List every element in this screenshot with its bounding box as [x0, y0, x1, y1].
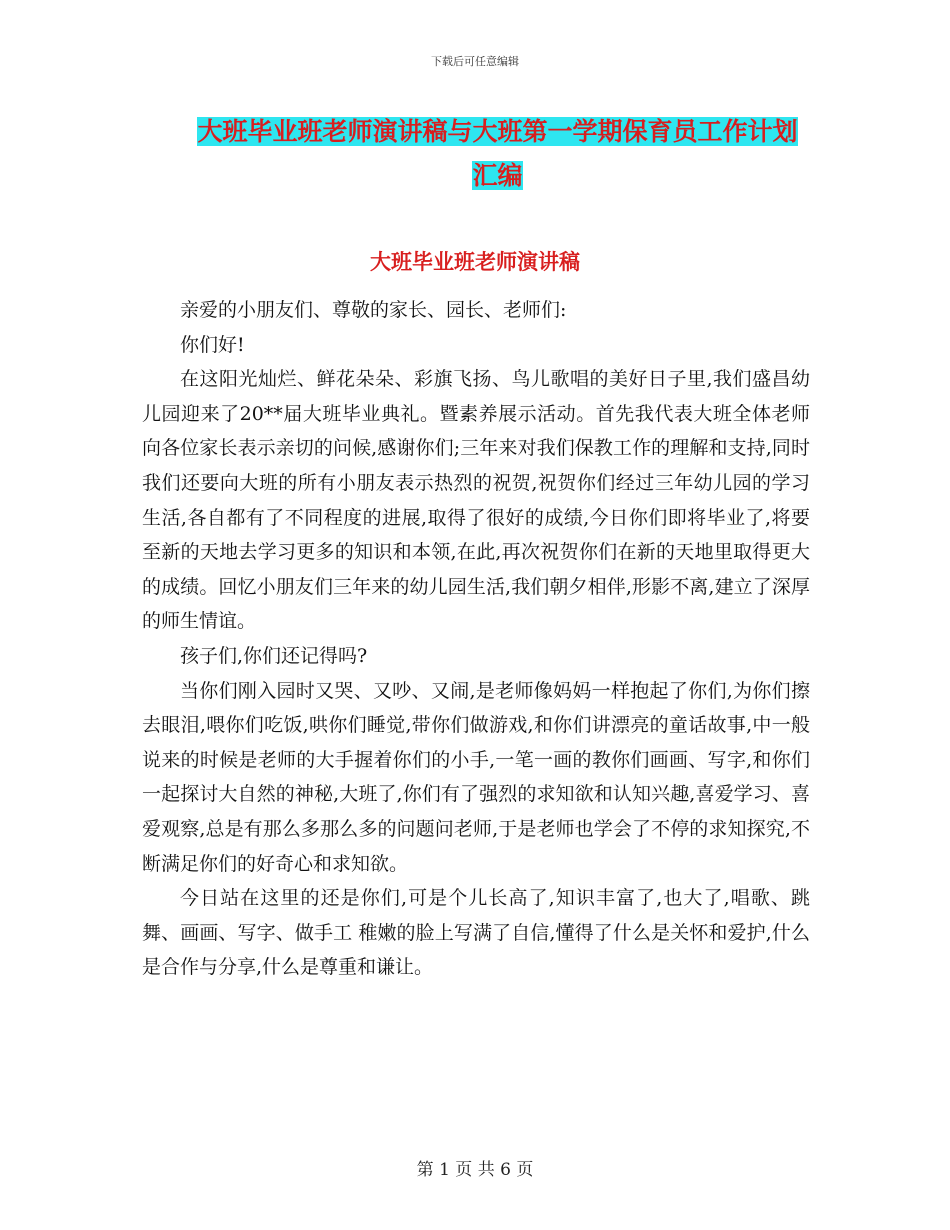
paragraph: 在这阳光灿烂、鲜花朵朵、彩旗飞扬、鸟儿歌唱的美好日子里,我们盛昌幼儿园迎来了20**届大班毕业典礼。暨素养展示活动。首先我代表大班全体老师向各位家长表示亲切的问候,感谢你们;三年来对我们保教工作的理解和支持,同时我们还要向大班的所有小朋友表示热烈的祝贺,祝贺你们经过三年幼儿园的学习生活,各自都有了不同程度的进展,取得了很好的成绩,今日你们即将毕业了,将要至新的天地去学习更多的知识和本领,在此,再次祝贺你们在新的天地里取得更大的成绩。回忆小朋友们三年来的幼儿园生活,我们朝夕相伴,形影不离,建立了深厚的师生情谊。 — [142, 368, 810, 633]
document-title — [190, 110, 805, 198]
paragraph-greeting: 亲爱的小朋友们、尊敬的家长、园长、老师们: — [180, 299, 567, 321]
header-note: 下载后可任意编辑 — [431, 55, 519, 68]
paragraph: 孩子们,你们还记得吗? — [180, 644, 368, 667]
document-title-text: 大班毕业班老师演讲稿与大班第一学期保育员工作计划汇编 — [197, 117, 798, 190]
section-title: 大班毕业班老师演讲稿 — [370, 250, 580, 274]
paragraph-hello: 你们好! — [180, 333, 245, 356]
paragraph: 今日站在这里的还是你们,可是个儿长高了,知识丰富了,也大了,唱歌、跳舞、画画、写字、做手工 稚嫩的脸上写满了自信,懂得了什么是关怀和爱护,什么是合作与分享,什么是尊重和谦让。 — [142, 887, 810, 979]
body-text — [142, 293, 810, 985]
paragraph: 当你们刚入园时又哭、又吵、又闹,是老师像妈妈一样抱起了你们,为你们擦去眼泪,喂你们吃饭,哄你们睡觉,带你们做游戏,和你们讲漂亮的童话故事,中一般说来的时候是老师的大手握着你们的小手,一笔一画的教你们画画、写字,和你们一起探讨大自然的神秘,大班了,你们有了强烈的求知欲和认知兴趣,喜爱学习、喜爱观察,总是有那么多那么多的问题问老师,于是老师也学会了不停的求知探究,不断满足你们的好奇心和求知欲。 — [142, 679, 810, 875]
page-footer: 第 1 页 共 6 页 — [416, 1160, 534, 1180]
